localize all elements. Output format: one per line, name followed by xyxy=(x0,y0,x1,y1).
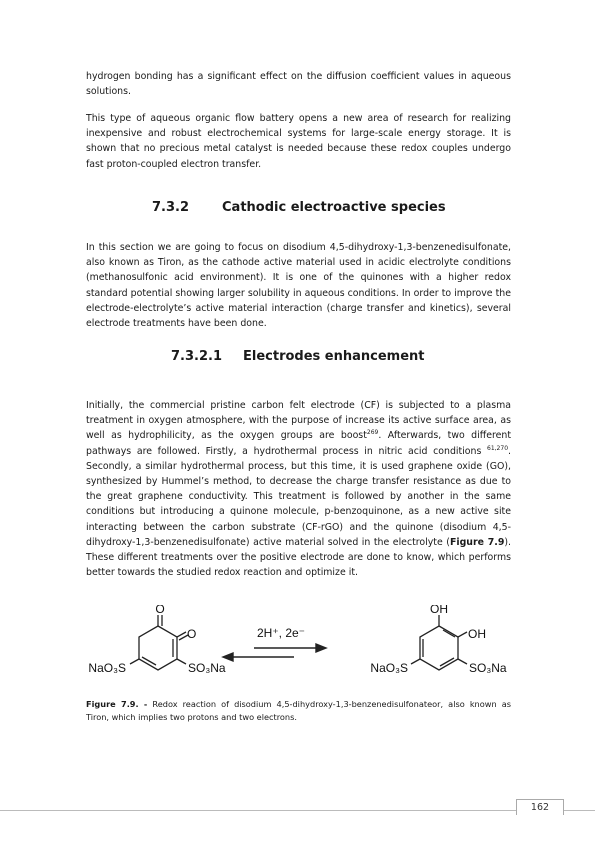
catechol-ring xyxy=(420,626,458,670)
paragraph-2: This type of aqueous organic flow battery opens a new area of research for realizing inexpensive and robust electrochemical systems for large-scale energy storage. It is shown that no precious metal catalyst is needed because these redox couples undergo fast proton-coupled electron transfer. xyxy=(86,113,511,170)
reaction-scheme xyxy=(86,605,516,690)
right-hydroxyl-side: OH xyxy=(468,627,486,641)
citation-269: 269 xyxy=(366,429,379,437)
left-oxygen-top: O xyxy=(155,605,165,616)
paragraph-4-part-c: . Secondly, a similar hydrothermal process, but this time, it is used graphene oxide (GO), synthesized by Hummel’s method, to decrease the charge transfer resistance as due to the great graphene conductivity. This treatment is followed by another in the same conditions but introducing a quinone molecule, p-benzoquinone, as a new active site interacting between the carbon substrate (CF-rGO) and the quinone (disodium 4,5-dihydroxy-1,3-benzenedisulfonate) active material solved in the electrolyte ( xyxy=(86,445,511,548)
paragraph-1: hydrogen bonding has a significant effect on the diffusion coefficient values in aqueous solutions. xyxy=(86,71,511,98)
section-title: Cathodic electroactive species xyxy=(222,200,446,215)
quinone-ring xyxy=(139,626,177,670)
right-sulfonate-right: SO₃Na xyxy=(469,661,507,675)
left-oxygen-side: O xyxy=(187,627,197,641)
footer-rule xyxy=(0,810,595,811)
subsection-heading xyxy=(171,349,425,364)
figure-caption-label: Figure 7.9. - xyxy=(86,699,148,709)
figure-caption-text: Redox reaction of disodium 4,5-dihydroxy-1,3-benzenedisulfonateor, also known as Tiron, which implies two protons and two electrons. xyxy=(86,699,511,723)
subsection-title: Electrodes enhancement xyxy=(243,349,425,364)
left-sulfonate-left: NaO₃S xyxy=(88,661,126,675)
right-sulfonate-left: NaO₃S xyxy=(370,661,408,675)
equilibrium-arrow xyxy=(223,644,326,661)
paragraph-4-part-a: Initially, the commercial pristine carbon felt electrode (CF) is subjected to a plasma treatment in oxygen atmosphere, with the purpose of increase its active surface area, as well as hydrophilicity, as the oxygen groups are boost xyxy=(86,400,511,442)
section-heading xyxy=(152,200,446,215)
figure-caption xyxy=(86,698,511,724)
right-hydroxyl-top: OH xyxy=(430,605,448,616)
citation-61-270: 61,270 xyxy=(487,444,509,452)
page-number: 162 xyxy=(516,799,564,815)
redox-reaction-figure xyxy=(86,605,516,690)
paragraph-3: In this section we are going to focus on disodium 4,5-dihydroxy-1,3-benzenedisulfonate, also known as Tiron, as the cathode active material used in acidic electrolyte conditions (methanosulfonic acid environment). It is one of the quinones with a higher redox standard potential showing larger solubility in aqueous conditions. In order to improve the electrode-electrolyte’s active material interaction (charge transfer and kinetics), several electrode treatments have been done. xyxy=(86,242,511,330)
section-number: 7.3.2 xyxy=(152,200,190,215)
paragraph-4-part-b: . Afterwards, two different pathways are followed. Firstly, a hydrothermal process in nitric acid conditions xyxy=(86,430,511,457)
figure-reference: Figure 7.9 xyxy=(449,536,505,548)
arrow-label: 2H⁺, 2e⁻ xyxy=(256,626,306,640)
paragraph-4 xyxy=(86,398,511,580)
subsection-number: 7.3.2.1 xyxy=(171,349,222,364)
paragraph-4-part-d: ). These different treatments over the positive electrode are done to know, which performs better towards the studied redox reaction and optimize it. xyxy=(86,536,512,579)
left-sulfonate-right: SO₃Na xyxy=(188,661,226,675)
